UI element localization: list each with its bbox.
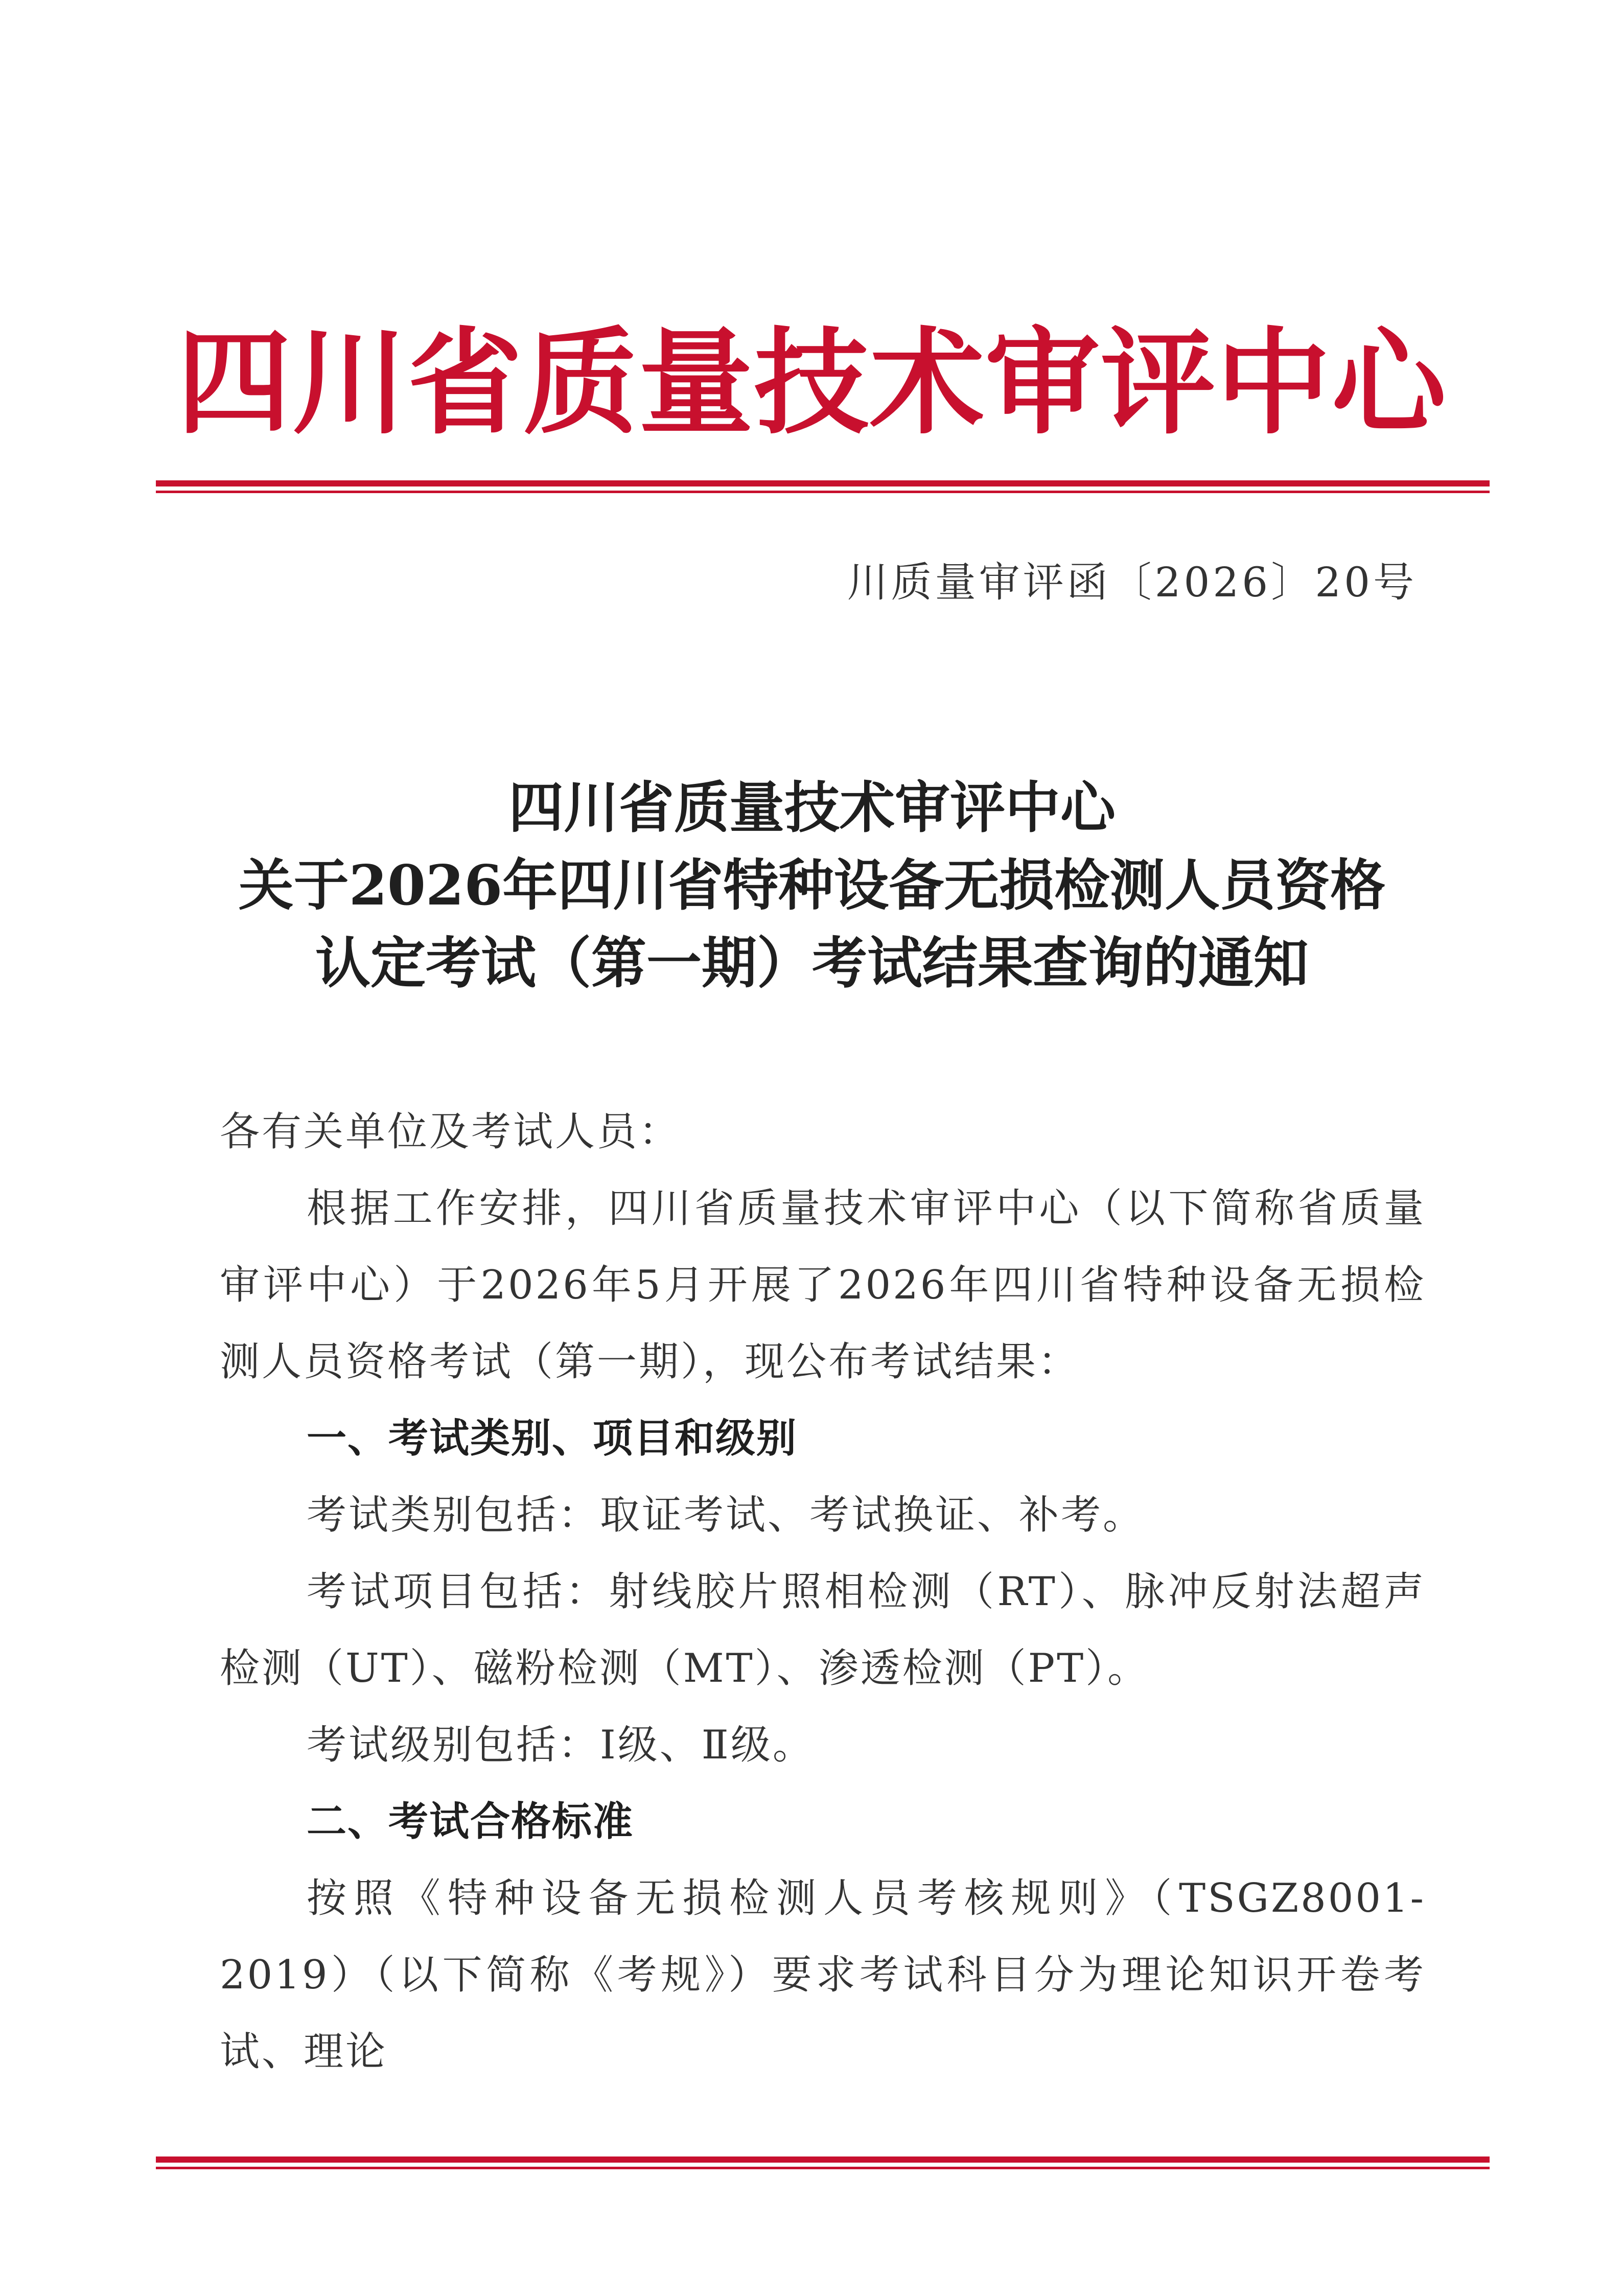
section-1-exam-items: 考试项目包括：射线胶片照相检测（RT）、脉冲反射法超声检测（UT）、磁粉检测（MT）、渗透检测（PT）。 <box>220 1569 1426 1691</box>
document-number: 川质量审评函〔2026〕20号 <box>847 559 1417 606</box>
footer-red-rule-thick <box>156 2156 1490 2163</box>
title-line-1: 四川省质量技术审评中心 <box>508 776 1116 840</box>
header-red-rule-thick <box>156 480 1490 486</box>
notice-title <box>0 769 1624 1002</box>
letterhead-org-name: 四川省质量技术审评中心 <box>177 316 1447 450</box>
salutation: 各有关单位及考试人员： <box>220 1109 681 1155</box>
footer-red-rule-thin <box>156 2167 1490 2169</box>
header-red-rule-thin <box>156 491 1490 493</box>
section-2-heading: 二、考试合格标准 <box>307 1799 634 1845</box>
title-line-3: 认定考试（第一期）考试结果查询的通知 <box>315 931 1309 995</box>
intro-paragraph: 根据工作安排，四川省质量技术审评中心（以下简称省质量审评中心）于2026年5月开展了2026年四川省特种设备无损检测人员资格考试（第一期），现公布考试结果： <box>220 1186 1426 1385</box>
title-line-2: 关于2026年四川省特种设备无损检测人员资格 <box>238 853 1386 918</box>
notice-body <box>220 1094 1426 2090</box>
section-1-heading: 一、考试类别、项目和级别 <box>307 1416 798 1462</box>
section-1-exam-levels: 考试级别包括：Ⅰ级、Ⅱ级。 <box>307 1722 815 1768</box>
section-2-paragraph: 按照《特种设备无损检测人员考核规则》（TSGZ8001-2019）（以下简称《考规》）要求考试科目分为理论知识开卷考试、理论 <box>220 1875 1426 2075</box>
section-1-exam-categories: 考试类别包括：取证考试、考试换证、补考。 <box>307 1492 1145 1538</box>
